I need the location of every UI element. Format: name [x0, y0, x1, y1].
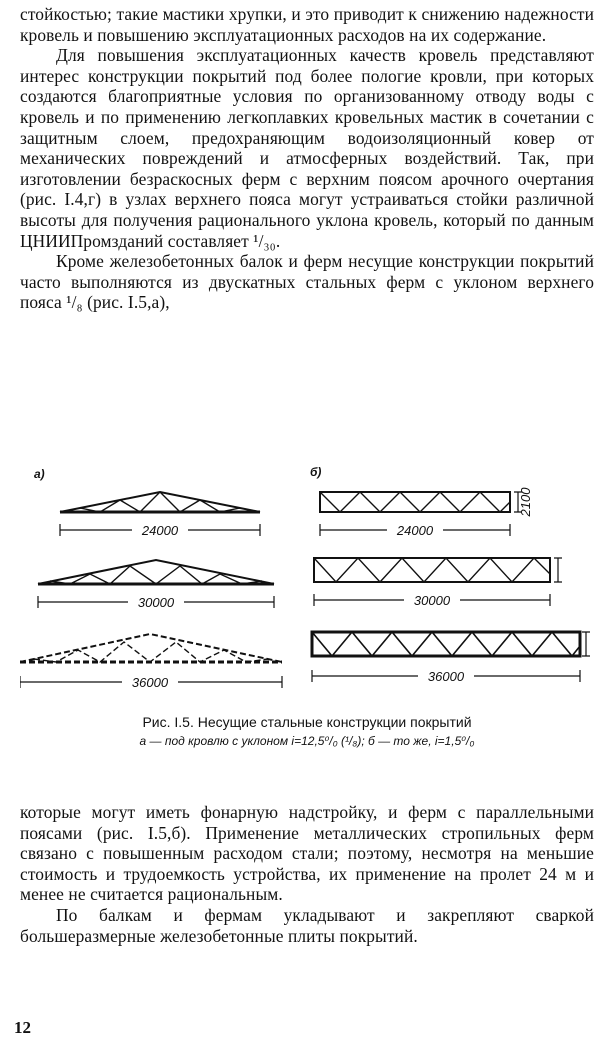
span-a-30000: 30000 — [137, 595, 175, 610]
figure-caption: Рис. I.5. Несущие стальные конструкции покрытий — [142, 714, 472, 730]
page-number: 12 — [14, 1018, 31, 1037]
paragraph-steel-trusses: Кроме железобетонных балок и ферм несущие конструкции покрытий часто выполняются из двускатных стальных ферм с уклоном верхнего пояса ¹/₈ (рис. I.5,а), — [20, 251, 594, 313]
figure-steel-trusses — [20, 450, 594, 795]
paragraph-parallel-chords: которые могут иметь фонарную надстройку, и ферм с параллельными поясами (рис. I.5,б). Применение металлических стропильных ферм связано с повышенным расходом стали; поэтому, несмотря на меньшие стоимость и трудоемкость устройства, их применение на пролет 24 м и менее не считается рациональным. — [20, 802, 594, 905]
figure-caption-legend: а — под кровлю с уклоном i=12,5⁰/₀ (¹/₈); б — то же, i=1,5⁰/₀ — [139, 734, 475, 748]
paragraph-roof-quality: Для повышения эксплуатационных качеств кровель представляют интерес конструкции покрытий под более пологие кровли, при которых создаются благоприятные условия по организованному отводу воды с кровель и по применению легкоплавких кровельных мастик в сочетании с защитным слоем, предохраняющим водоизоляционный ковер от механических повреждений и атмосферных воздействий. Так, при изготовлении безраскосных ферм с верхним поясом арочного очертания (рис. I.4,г) в узлах верхнего пояса могут устраиваться стойки различной высоты для получения рационального уклона кровель, который по данным ЦНИИПромзданий составляет ¹/₃₀. — [20, 45, 594, 251]
span-a-36000: 36000 — [131, 675, 169, 690]
height-b-2100: 2100 — [518, 487, 533, 517]
panel-b-label: б) — [310, 465, 322, 479]
paragraph-slabs: По балкам и фермам укладывают и закрепляют сваркой большеразмерные железобетонные плиты покрытий. — [20, 904, 594, 946]
top-text-block — [20, 4, 594, 313]
span-b-30000: 30000 — [413, 593, 451, 608]
truss-drawing — [20, 450, 594, 710]
truss-a-36000 — [20, 634, 282, 662]
span-a-24000: 24000 — [141, 523, 179, 538]
paragraph-continuation: стойкостью; такие мастики хрупки, и это приводит к снижению надежности кровель и повышению эксплуатационных расходов на их содержание. — [20, 4, 594, 45]
span-b-24000: 24000 — [396, 523, 434, 538]
truss-b-30000 — [314, 558, 550, 582]
span-b-36000: 36000 — [427, 669, 465, 684]
panel-a-label: а) — [34, 467, 45, 481]
truss-a-24000 — [60, 492, 260, 512]
truss-b-24000 — [320, 492, 510, 512]
truss-b-36000 — [312, 632, 580, 656]
truss-a-30000 — [38, 560, 274, 584]
bottom-text-block — [20, 802, 594, 946]
